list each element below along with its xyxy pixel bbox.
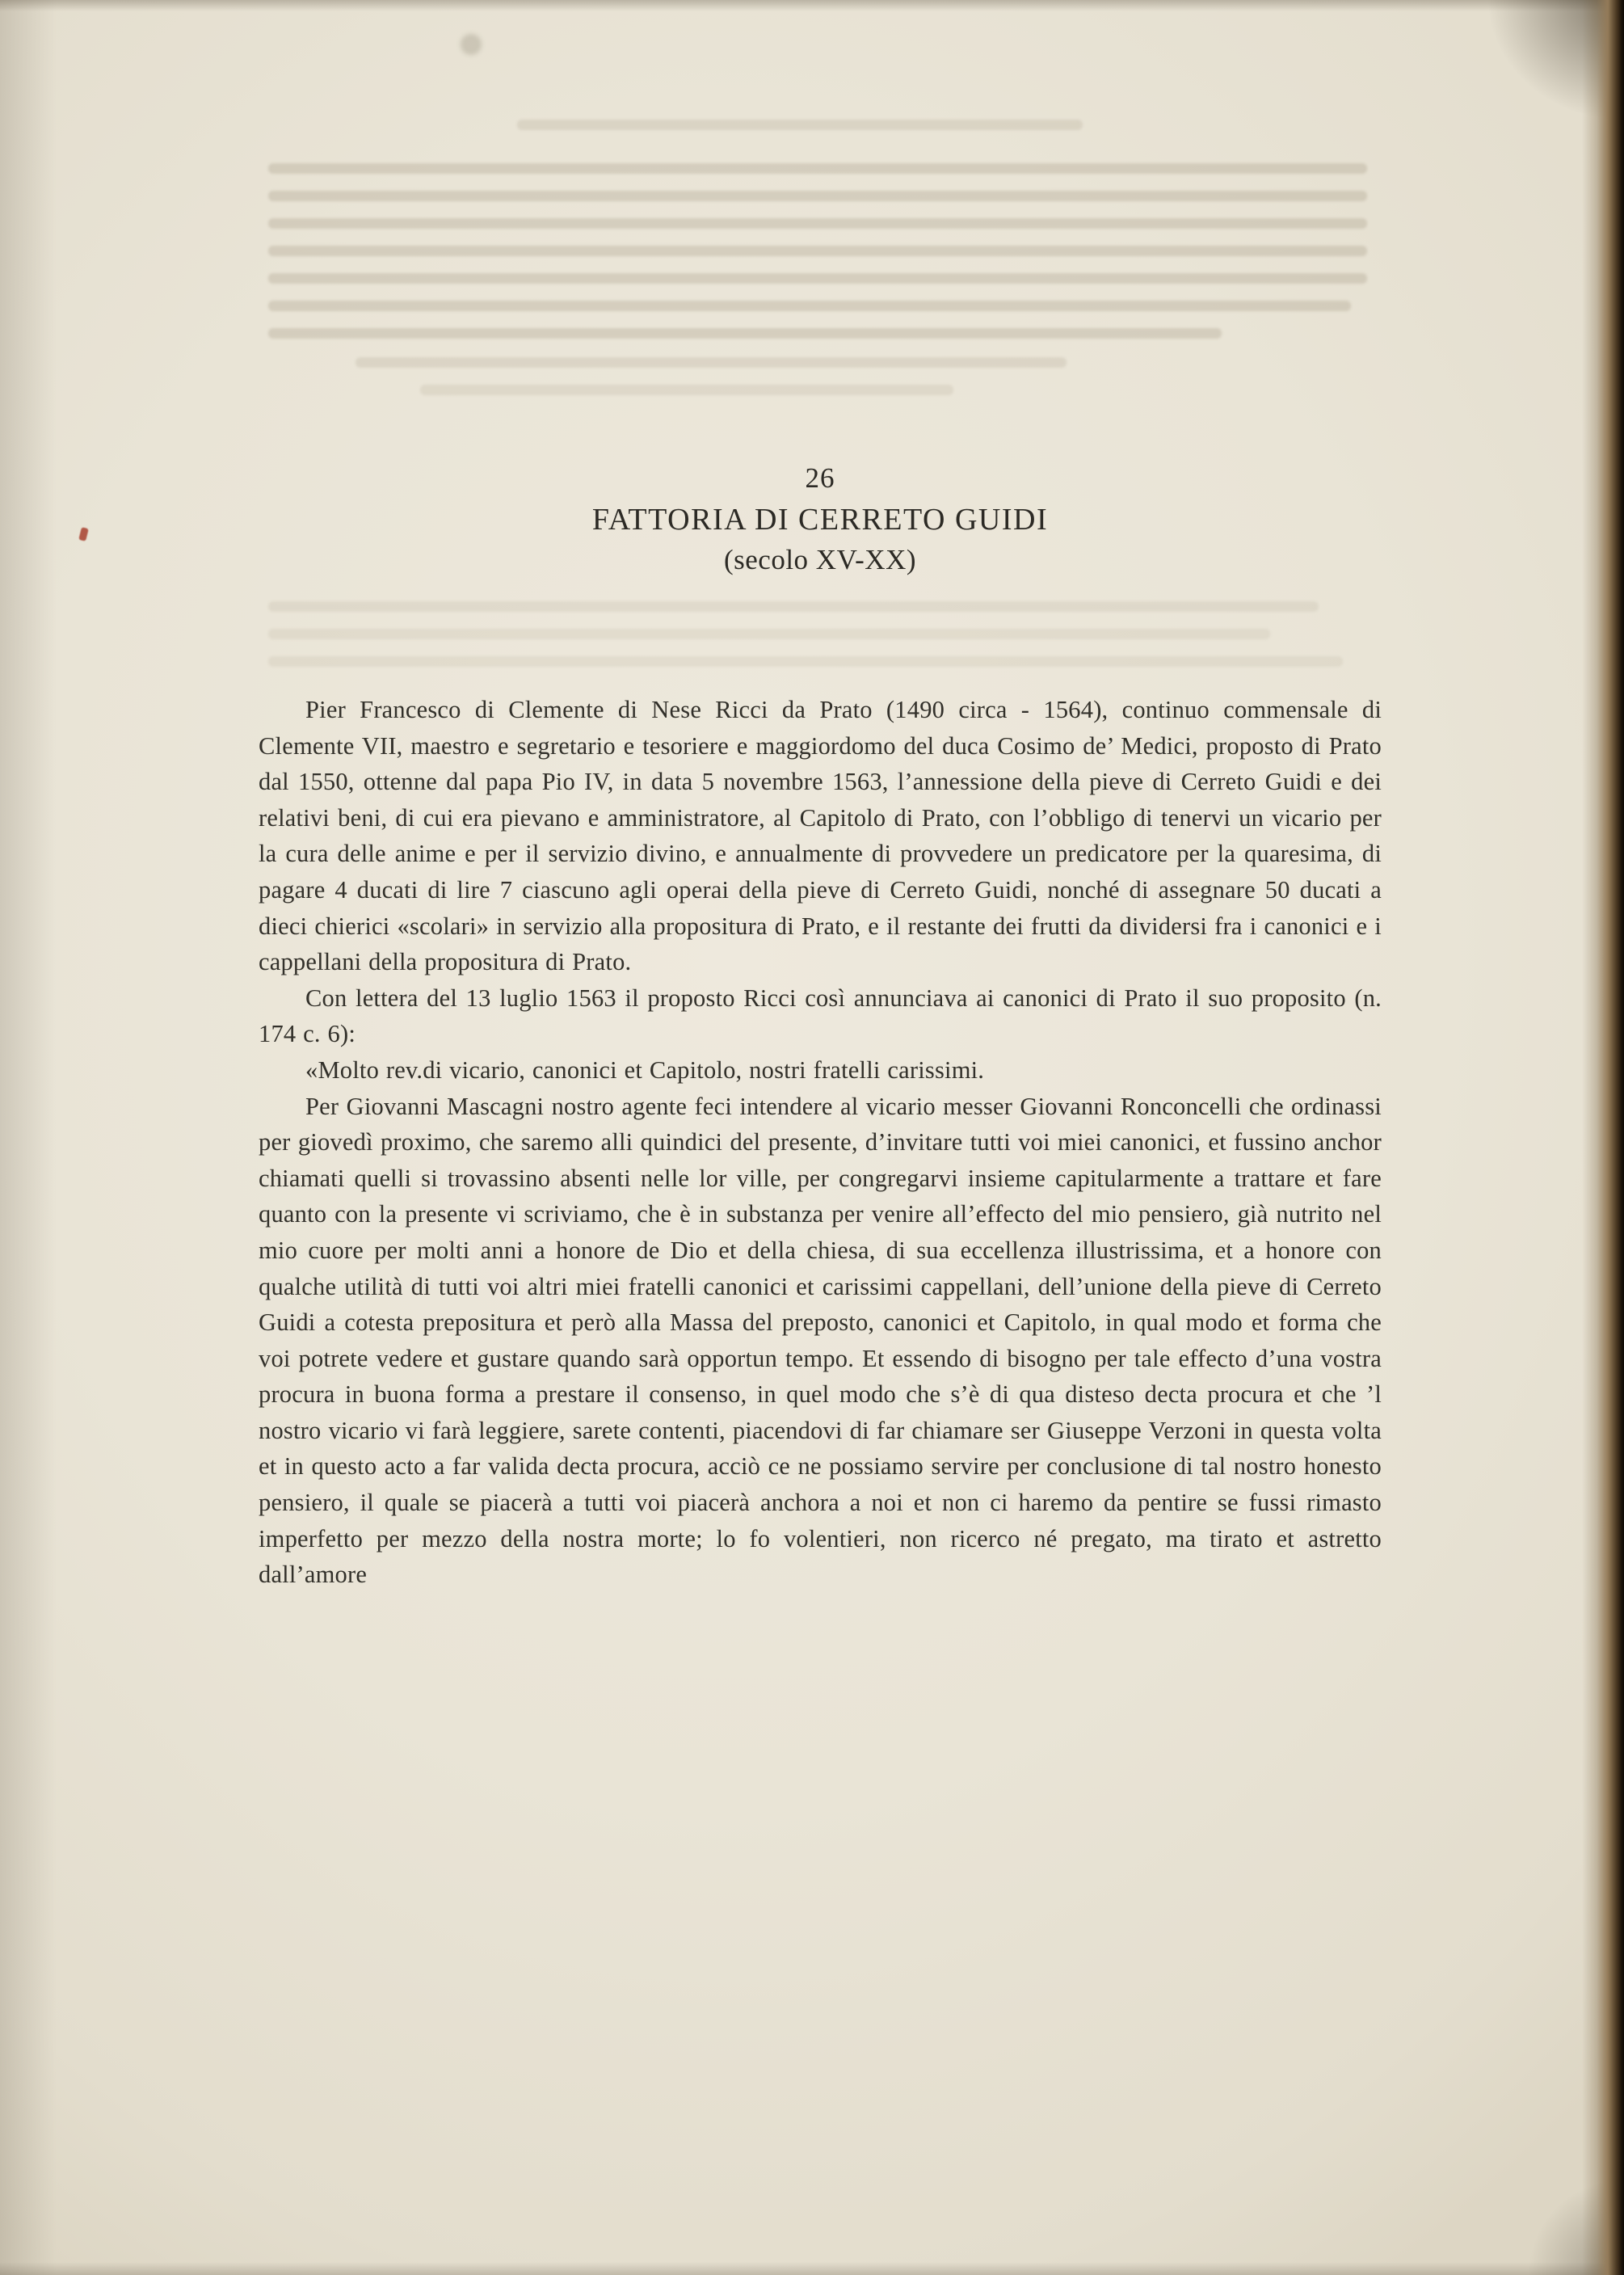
ghost-line [268, 328, 1222, 339]
ghost-line [420, 385, 953, 395]
ghost-line [356, 357, 1067, 368]
page-edge-left-shadow [0, 0, 57, 2275]
paragraph-intro: Pier Francesco di Clemente di Nese Ricci da Prato (1490 circa - 1564), continuo commensale di Clemente VII, maestro e segretario e tesoriere e maggiordomo del duca Cosimo de’ Medici, proposto di Prato dal 1550, ottenne dal papa Pio IV, in data 5 novembre 1563, l’annessione della pieve di Cerreto Guidi e dei relativi beni, di cui era pievano e amministratore, al Capitolo di Prato, con l’obbligo di tenervi un vicario per la cura delle anime e per il servizio divino, e annualmente di provvedere un predicatore per la quaresima, di pagare 4 ducati di lire 7 ciascuno agli operai della pieve di Cerreto Guidi, nonché di assegnare 50 ducati a dieci chierici «scolari» in servizio alla propositura di Prato, e il restante dei frutti da dividersi fra i canonici e i cappellani della propositura di Prato. [259, 696, 1382, 976]
section-number: 26 [805, 462, 835, 494]
ghost-line [268, 601, 1319, 612]
section-heading [259, 462, 1382, 577]
ghost-line [268, 218, 1367, 229]
paragraph-salutation: «Molto rev.di vicario, canonici et Capitolo, nostri fratelli carissimi. [305, 1055, 985, 1084]
page-body [259, 692, 1382, 1593]
ghost-line [268, 163, 1367, 174]
section-subtitle: (secolo XV-XX) [723, 544, 917, 575]
book-edge-shadow [1582, 0, 1624, 2275]
red-mark [78, 527, 89, 541]
ghost-line [268, 656, 1343, 667]
ghost-line [268, 273, 1367, 284]
ghost-line [268, 191, 1367, 201]
ghost-line [268, 246, 1367, 256]
ghost-line [268, 629, 1270, 639]
page-edge-top-shadow [0, 0, 1624, 11]
page-edge-bottom-shadow [0, 2262, 1624, 2275]
paragraph-letter-intro: Con lettera del 13 luglio 1563 il proposto Ricci così annunciava ai canonici di Prato il suo proposito (n. 174 c. 6): [259, 984, 1382, 1048]
ghost-line [517, 120, 1083, 130]
section-title: FATTORIA DI CERRETO GUIDI [591, 503, 1049, 537]
ghost-line [268, 301, 1351, 311]
ink-smudge [461, 34, 482, 55]
paragraph-letter-body: Per Giovanni Mascagni nostro agente feci intendere al vicario messer Giovanni Ronconcelli che ordinassi per giovedì proximo, che saremo alli quindici del presente, d’invitare tutti voi miei canonici, et fussino anchor chiamati quelli si trovassino absenti nelle lor ville, per congregarvi insieme capitularmente a trattare et fare quanto con la presente vi scriviamo, che è in substanza per venire all’effecto del mio pensiero, già nutrito nel mio cuore per molti anni a honore de Dio et della chiesa, di sua eccellenza illustrissima, et a honore con qualche utilità di tutti voi altri miei fratelli canonici et carissimi cappellani, dell’unione della pieve di Cerreto Guidi a cotesta prepositura et però alla Massa del preposto, canonici et Capitolo, in qual modo et forma che voi potrete vedere et gustare quando sarà opportun tempo. Et essendo di bisogno per tale effecto d’una vostra procura in buona forma a prestare il consenso, in quel modo che s’è di qua disteso decta procura et che ’l nostro vicario vi farà leggiere, sarete contenti, piacendovi di far chiamare ser Giuseppe Verzoni in questa volta et in questo acto a far valida decta procura, acciò ce ne possiamo servire per conclusione di tal nostro honesto pensiero, il quale se piacerà a tutti voi piacerà anchora a noi et non ci haremo da pentire se fussi rimasto imperfetto per mezzo della nostra morte; lo fo volentieri, non ricerco né pregato, ma tirato et astretto dall’amore [259, 1092, 1382, 1589]
